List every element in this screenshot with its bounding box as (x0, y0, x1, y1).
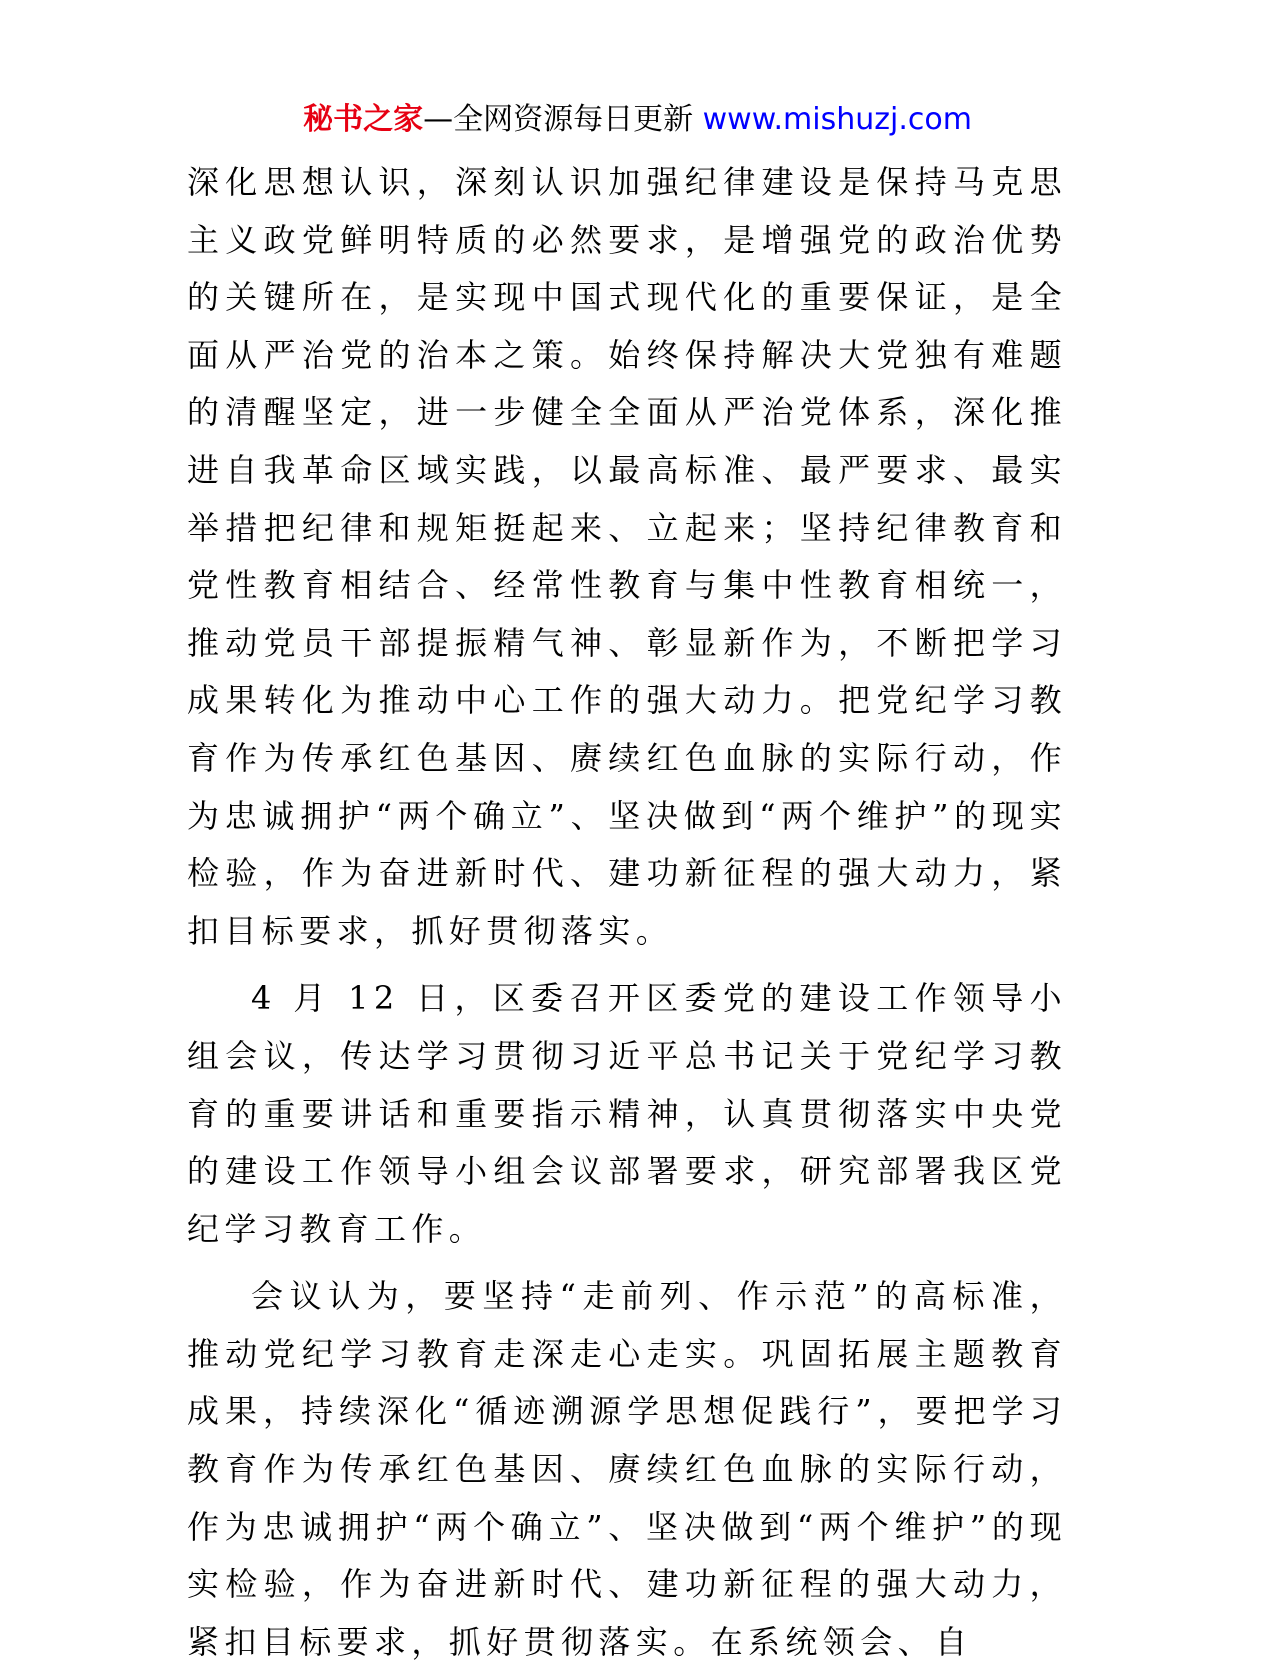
paragraph-1: 深化思想认识，深刻认识加强纪律建设是保持马克思主义政党鲜明特质的必然要求，是增强党的政治优势的关键所在，是实现中国式现代化的重要保证，是全面从严治党的治本之策。始终保持解决大党独有难题的清醒坚定，进一步健全全面从严治党体系，深化推进自我革命区域实践，以最高标准、最严要求、最实举措把纪律和规矩挺起来、立起来；坚持纪律教育和党性教育相结合、经常性教育与集中性教育相统一，推动党员干部提振精气神、彰显新作为，不断把学习成果转化为推动中心工作的强大动力。把党纪学习教育作为传承红色基因、赓续红色血脉的实际行动，作为忠诚拥护“两个确立”、坚决做到“两个维护”的现实检验，作为奋进新时代、建功新征程的强大动力，紧扣目标要求，抓好贯彻落实。 (187, 163, 1067, 950)
document-body (187, 154, 1067, 1671)
paragraph-2: 4 月 12 日，区委召开区委党的建设工作领导小组会议，传达学习贯彻习近平总书记关于党纪学习教育的重要讲话和重要指示精神，认真贯彻落实中央党的建设工作领导小组会议部署要求，研究部署我区党纪学习教育工作。 (187, 979, 1067, 1248)
site-url-link[interactable]: www.mishuzj.com (702, 102, 972, 137)
page-header (0, 100, 1275, 140)
site-brand: 秘书之家 (303, 102, 424, 137)
paragraph-3: 会议认为，要坚持“走前列、作示范”的高标准，推动党纪学习教育走深走心走实。巩固拓展主题教育成果，持续深化“循迹溯源学思想促践行”，要把学习教育作为传承红色基因、赓续红色血脉的实际行动，作为忠诚拥护“两个确立”、坚决做到“两个维护”的现实检验，作为奋进新时代、建功新征程的强大动力，紧扣目标要求，抓好贯彻落实。在系统领会、自 (187, 1277, 1067, 1661)
site-tagline: —全网资源每日更新 (423, 102, 703, 137)
